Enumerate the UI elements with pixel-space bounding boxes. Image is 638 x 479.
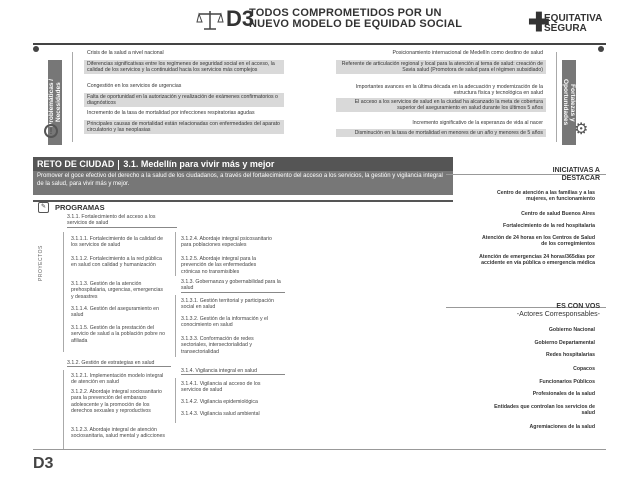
strength-item: Disminución en la tasa de mortalidad en menores de un año y menores de 5 años <box>336 129 546 137</box>
problem-item: Crisis de la salud a nivel nacional <box>87 50 164 56</box>
project-item: 3.1.1.4. Gestión del aseguramiento en salud <box>71 306 159 319</box>
strengths-line <box>556 52 557 142</box>
plus-icon: ✚ <box>528 7 550 37</box>
iniciativa-item: Fortalecimiento de la red hospitalaria <box>503 223 595 229</box>
actores-heading-1: ES CON VOS <box>556 303 600 310</box>
program-line <box>63 370 64 450</box>
project-item: 3.1.2.4. Abordaje integral psicosanitario para poblaciones especiales <box>181 236 272 249</box>
iniciativa-item: Atención de 24 horas en los Centros de Salud de los corregimientos <box>482 235 595 248</box>
project-item: 3.1.2.2. Abordaje integral sociosanitario para la prevención del embarazo adolescente y la promoción de los derechos sexuales y reproductivos <box>71 389 162 414</box>
strength-item: Referente de articulación regional y local para la atención al tema de salud: creación de Savia salud (Promotora de salud para el régimen subsidiado) <box>336 60 546 74</box>
header-divider <box>33 43 606 45</box>
problems-sidebar: Problemáticas / Necesidades <box>48 60 62 145</box>
program-line <box>63 232 64 352</box>
header-title-line2: NUEVO MODELO DE EQUIDAD SOCIAL <box>249 18 463 30</box>
program-line <box>175 232 176 276</box>
programs-heading: PROGRAMAS <box>55 203 105 212</box>
project-item: 3.1.3.2. Gestión de la información y el conocimiento en salud <box>181 316 269 329</box>
problem-item: Principales causas de mortalidad están relacionadas con enfermedades del aparato circulatorio y las neoplasias <box>84 120 284 134</box>
project-item: 3.1.2.1. Implementación modelo integral de atención en salud <box>71 373 164 386</box>
actor-item: Copacos <box>573 366 595 372</box>
d3-logo: D3 <box>226 6 255 31</box>
footer-logo: D3 <box>33 455 54 472</box>
footer-line <box>33 449 606 450</box>
program-3-1-3: 3.1.3. Gobernanza y gobernabilidad para la salud <box>181 279 285 293</box>
iniciativa-item: Atención de emergencias 24 horas/365días por accidente en vía pública o emergencia médica <box>479 254 595 267</box>
programs-bar <box>33 200 453 202</box>
actor-item: Gobierno Departamental <box>534 340 595 346</box>
problem-item: Diferencias significativas entre los regímenes de seguridad social en el acceso, la calidad de los servicios y la continuidad hacia los servicios más complejos <box>84 60 284 74</box>
reto-separator <box>118 160 119 170</box>
strength-item: El acceso a los servicios de salud en la ciudad ha alcanzado la meta de cobertura superior del aseguramiento en salud durante los últimos 5 años <box>336 98 546 112</box>
reto-title: 3.1. Medellín para vivir más y mejor <box>123 159 275 169</box>
strength-item: Posicionamiento internacional de Medellín como destino de salud <box>392 50 543 56</box>
actor-item: Redes hospitalarias <box>545 352 595 358</box>
problem-item: Incremento de la tasa de mortalidad por infecciones respiratorias agudas <box>87 110 255 116</box>
program-3-1-4: 3.1.4. Vigilancia integral en salud <box>181 368 285 375</box>
strength-item: Incremento significativo de la esperanza de vida al nacer <box>412 120 543 126</box>
program-3-1-2: 3.1.2. Gestión de estrategias en salud <box>67 360 171 367</box>
project-item: 3.1.2.3. Abordaje integral de atención sociosanitaria, salud mental y adicciones <box>71 427 166 440</box>
header-title-line1: TODOS COMPROMETIDOS POR UN <box>249 7 442 19</box>
program-line <box>175 378 176 423</box>
header-right <box>544 14 602 34</box>
project-item: 3.1.4.3. Vigilancia salud ambiental <box>181 411 260 417</box>
actor-item: Gobierno Nacional <box>548 327 595 333</box>
reto-description: Promover el goce efectivo del derecho a la salud de los ciudadanos, a través del fortalecimiento del acceso a los servicios, la gestión y vigilancia integral de la salud, para vivir más y mejor. <box>33 171 453 195</box>
problems-line <box>72 52 73 142</box>
project-item: 3.1.3.3. Conformación de redes sectoriales, intersectorialidad y transectorialidad <box>181 336 254 355</box>
project-item: 3.1.4.2. Vigilancia epidemiológica <box>181 399 258 405</box>
divider-dot-right <box>598 46 604 52</box>
warning-icon: ! <box>44 124 58 138</box>
iniciativa-item: Centro de atención a las familias y a las mujeres, en funcionamiento <box>496 190 595 203</box>
iniciativas-heading-1: INICIATIVAS A <box>552 167 600 174</box>
actor-item: Agremiaciones de la salud <box>529 424 595 430</box>
project-item: 3.1.2.5. Abordaje integral para la prevención de las enfermedades crónicas no transmisibles <box>181 256 257 275</box>
reto-label: RETO DE CIUDAD <box>37 159 115 169</box>
gear-icon: ⚙ <box>574 121 589 138</box>
scale-icon <box>196 9 224 31</box>
header-title <box>249 8 462 30</box>
iniciativa-item: Centro de salud Buenos Aires <box>521 211 595 217</box>
iniciativas-heading <box>470 167 600 183</box>
project-item: 3.1.1.5. Gestión de la prestación del servicio de salud a la población pobre no afiliada <box>71 325 166 344</box>
header-right-line1: EQUITATIVA <box>544 13 603 24</box>
divider-dot-left <box>33 46 39 52</box>
projects-label: PROYECTOS <box>38 245 44 281</box>
strength-item: Importantes avances en la última década en la adecuación y modernización de la estructura física y tecnológica en salud <box>355 84 543 96</box>
project-item: 3.1.3.1. Gestión territorial y participación social en salud <box>181 298 274 311</box>
program-line <box>175 295 176 357</box>
project-item: 3.1.1.3. Gestión de la atención prehospitalaria, urgencias, emergencias y desastres <box>71 281 163 300</box>
actores-heading <box>450 303 600 319</box>
program-3-1-1: 3.1.1. Fortalecimiento del acceso a los servicios de salud <box>67 214 177 228</box>
project-item: 3.1.1.2. Fortalecimiento a la red pública en salud con calidad y humanización <box>71 256 162 269</box>
reto-bar <box>33 157 453 171</box>
project-item: 3.1.4.1. Vigilancia al acceso de los servicios de salud <box>181 381 261 394</box>
header-right-line2: SEGURA <box>544 23 587 34</box>
iniciativas-heading-2: DESTACAR <box>561 175 600 182</box>
actor-item: Funcionarios Públicos <box>539 379 595 385</box>
problem-item: Falta de oportunidad en la autorización y realización de exámenes confirmatorios o diagnósticos <box>84 93 284 107</box>
actores-heading-2: -Actores Corresponsables- <box>516 311 600 318</box>
actor-item: Profesionales de la salud <box>532 391 595 397</box>
project-item: 3.1.1.1. Fortalecimiento de la calidad de los servicios de salud <box>71 236 163 249</box>
problem-item: Congestión en los servicios de urgencias <box>87 83 182 89</box>
strengths-sidebar: Fortalezas y Oportunidades <box>562 60 576 145</box>
clipboard-icon: ✎ <box>38 202 49 213</box>
actor-item: Entidades que controlan los servicios de salud <box>494 404 595 417</box>
